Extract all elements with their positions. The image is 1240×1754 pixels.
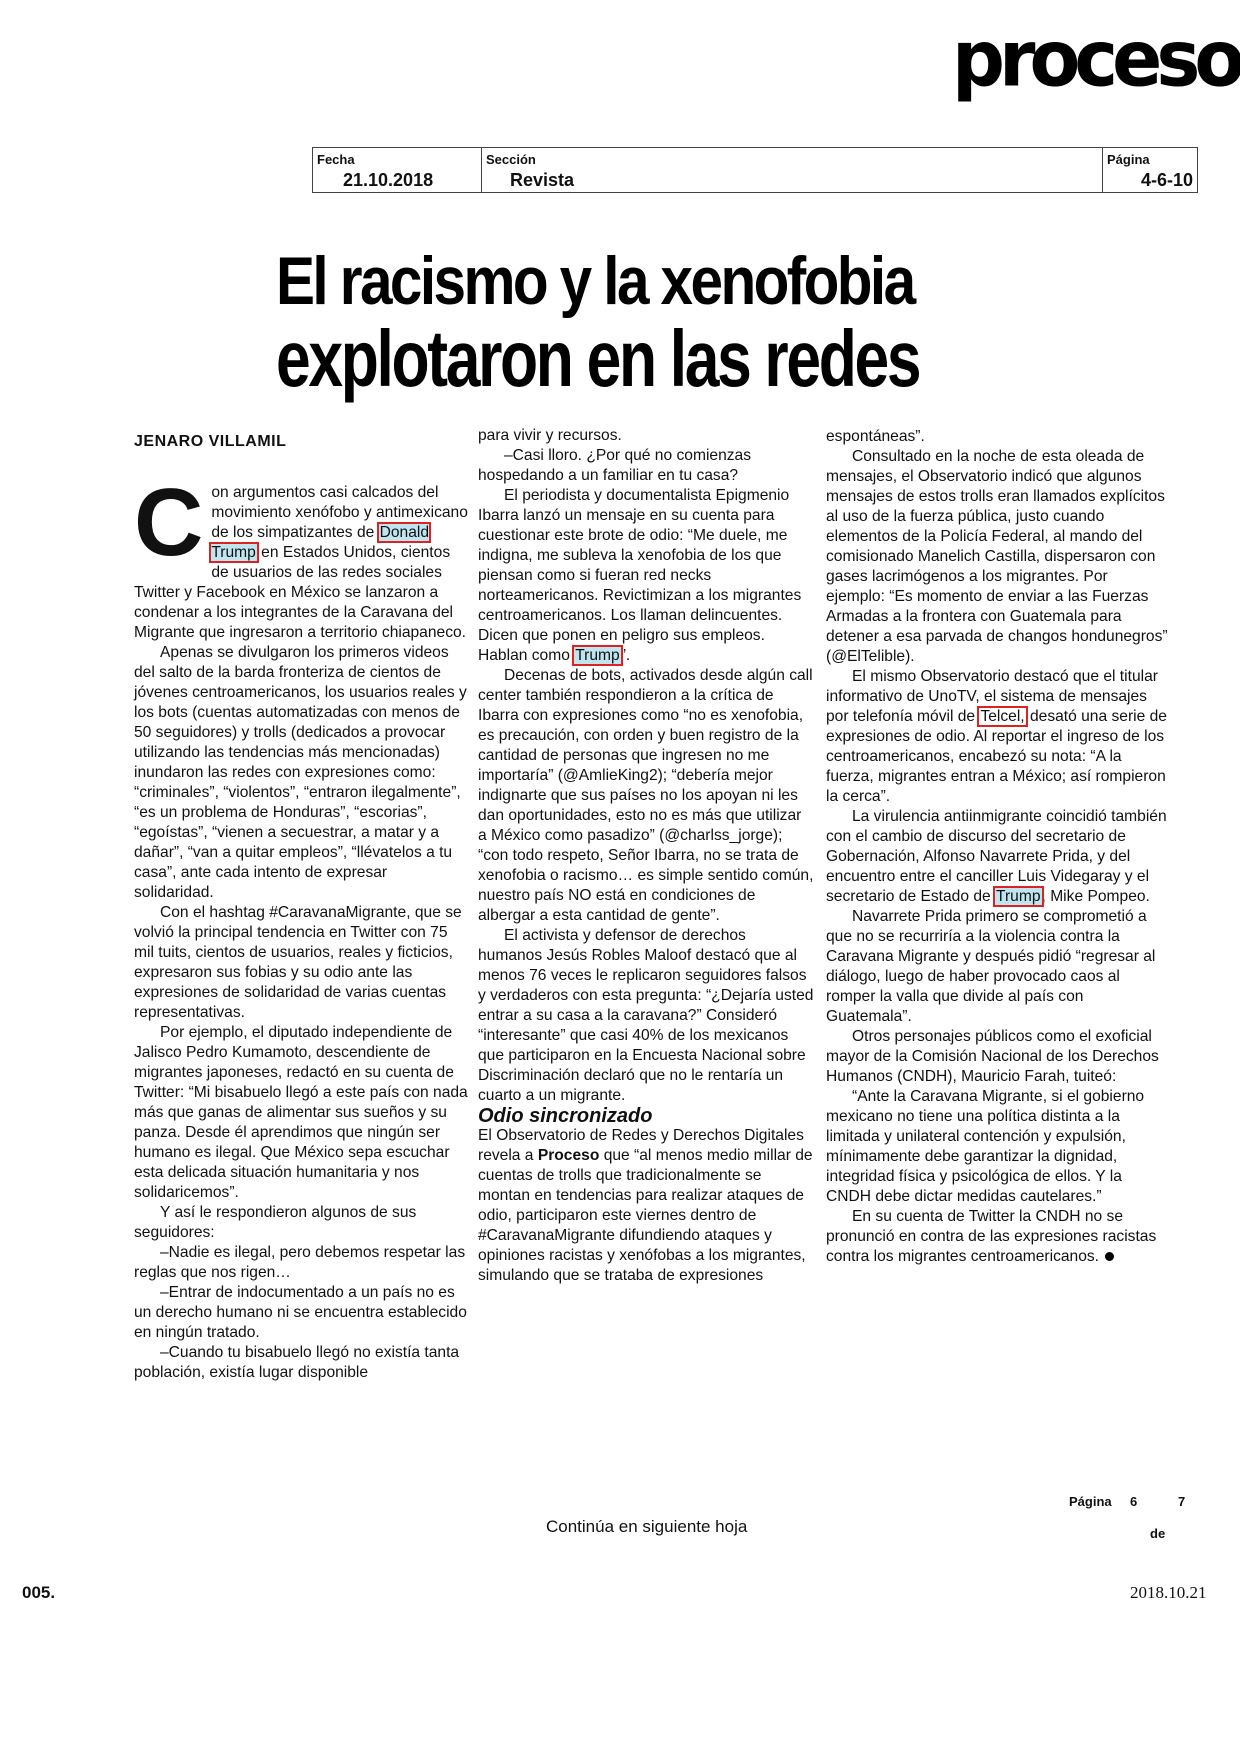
paragraph: En su cuenta de Twitter la CNDH no se pronunció en contra de las expresiones racistas contra los migrantes centroamericanos. xyxy=(826,1207,1168,1267)
column-middle xyxy=(478,426,814,1286)
paragraph: Consultado en la noche de esta oleada de mensajes, el Observatorio indicó que algunos mensajes de estos trolls eran llamados explícitos al uso de la fuerza pública, justo cuando elementos de la Policía Federal, al mando del comisionado Manelich Castilla, dispersaron con gases lacrimógenos a los migrantes. Por ejemplo: “Es momento de enviar a las Fuerzas Armadas a la frontera con Guatemala para detener a esa parvada de changos hondunegros” (@ElTelible). xyxy=(826,448,1168,665)
text-run: La virulencia antiinmigrante coincidió también con el cambio de discurso del secretario de Gobernación, Alfonso Navarrete Prida, y del encuentro entre el canciller Luis Videgaray y el secretario de Estado de xyxy=(826,808,1167,905)
paragraph: El activista y defensor de derechos humanos Jesús Robles Maloof destacó que al menos 76 veces le replicaron seguidores falsos y verdaderos con esta pregunta: “¿Dejaría usted entrar a su casa a la caravana?” Consideró “interesante” que casi 40% de los mexicanos que participaron en la Encuesta Nacional sobre Discriminación declaró que no le rentaría un cuarto a un migrante. xyxy=(478,927,814,1104)
paragraph: –Casi lloro. ¿Por qué no comienzas hospedando a un familiar en tu casa? xyxy=(478,447,752,484)
paragraph xyxy=(134,469,468,643)
document-code: 005. xyxy=(22,1583,56,1602)
title-line-1: El racismo y la xenofobia xyxy=(276,243,914,319)
paragraph xyxy=(478,486,814,666)
text-run: que “al menos medio millar de cuentas de trolls que tradicionalmente se montan en tendencias para realizar ataques de odio, participaron este viernes dentro de #CaravanaMigrante difundiendo ataques y opiniones racistas y xenófobas a los migrantes, simulando que se trataba de expresiones xyxy=(478,1147,813,1284)
seccion-label: Sección xyxy=(486,152,536,167)
footer-de-label: de xyxy=(1150,1526,1166,1541)
text-run: desató una serie de expresiones de odio. Al reportar el ingreso de los centroamericanos, encabezó su nota: “A la fuerza, migrantes entran a México; así rompieron la cerca”. xyxy=(826,708,1167,805)
paragraph xyxy=(826,807,1168,907)
pagina-cell xyxy=(1103,148,1197,192)
text-run: , Mike Pompeo. xyxy=(1041,888,1150,905)
text-run: on argumentos casi calcados del movimiento xenófobo y antimexicano de los simpatizantes de xyxy=(211,484,468,541)
paragraph: Otros personajes públicos como el exoficial mayor de la Comisión Nacional de los Derechos Humanos (CNDH), Mauricio Farah, tuiteó: xyxy=(826,1028,1159,1085)
drop-cap: C xyxy=(134,469,204,576)
footer-pagina-label: Página xyxy=(1069,1494,1112,1509)
paragraph: Y así le respondieron algunos de sus seguidores: xyxy=(134,1204,417,1241)
text-run: El mismo Observatorio destacó que el titular informativo de UnoTV, el sistema de mensajes por telefonía móvil de xyxy=(826,668,1158,725)
subheading: Odio sincronizado xyxy=(478,1105,653,1127)
paragraph: Apenas se divulgaron los primeros videos del salto de la barda fronteriza de cientos de jóvenes centroamericanos, los usuarios reales y los bots (cuentas automatizadas con menos de 50 seguidores) y trolls (dedicados a provocar utilizando las tendencias más mencionadas) inundaron las redes con expresiones como: “criminales”, “violentos”, “entraron ilegalmente”, “es un problema de Honduras”, “escorias”, “egoístas”, “vienen a secuestrar, a matar y a dañar”, “van a quitar empleos”, “llévatelos a tu casa”, ante cada intento de expresar solidaridad. xyxy=(134,644,467,901)
paragraph: Navarrete Prida primero se comprometió a que no se recurriría a la violencia contra la Caravana Migrante y después pidió “regresar al diálogo, luego de haber provocado caos al romper la valla que divide al país con Guatemala”. xyxy=(826,908,1156,1025)
column-left xyxy=(134,469,468,1383)
paragraph: Por ejemplo, el diputado independiente de Jalisco Pedro Kumamoto, descendiente de migrantes japoneses, redactó en su cuenta de Twitter: “Mi bisabuelo llegó a este país con nada más que ganas de alimentar sus sueños y su panza. Desde él aprendimos que ningún ser humano es ilegal. Que México sepa escuchar esta delicada situación humanitaria y nos solidaricemos”. xyxy=(134,1024,468,1201)
proceso-logo: proceso xyxy=(952,13,1240,105)
pagina-value: 4-6-10 xyxy=(1140,170,1193,190)
pagina-label: Página xyxy=(1107,152,1150,167)
text-run: El Observatorio de Redes y Derechos Digitales revela a xyxy=(478,1127,804,1164)
paragraph: –Entrar de indocumentado a un país no es un derecho humano ni se encuentra establecido en ningún tratado. xyxy=(134,1284,467,1341)
continues-note: Continúa en siguiente hoja xyxy=(546,1517,748,1536)
text-run: ”. xyxy=(620,647,631,664)
highlight-term: Trump xyxy=(575,647,620,664)
seccion-value: Revista xyxy=(510,170,575,190)
paragraph xyxy=(478,1126,814,1286)
seccion-cell xyxy=(482,148,1103,192)
paragraph: –Nadie es ilegal, pero debemos respetar las reglas que nos rigen… xyxy=(134,1244,466,1281)
footer-total-pages: 7 xyxy=(1178,1494,1186,1509)
paragraph: Con el hashtag #CaravanaMigrante, que se volvió la principal tendencia en Twitter con 75 mil tuits, cientos de usuarios, reales y ficticios, expresaron sus fobias y su odio ante las expresiones de solidaridad de varias cuentas representativas. xyxy=(134,904,462,1021)
text-run: El periodista y documentalista Epigmenio Ibarra lanzó un mensaje en su cuenta para cuestionar este brote de odio: “Me duele, me indigna, me subleva la xenofobia de los que piensan como si fueran red necks norteamericanos. Revictimizan a los migrantes centroamericanos. Los llaman delincuentes. Dicen que ponen en peligro sus empleos. Hablan como xyxy=(478,487,802,664)
fecha-label: Fecha xyxy=(317,152,355,167)
highlight-term: Donald Trump xyxy=(211,524,430,561)
column-right xyxy=(826,427,1168,1267)
paragraph xyxy=(826,667,1168,807)
paragraph: para vivir y recursos. xyxy=(478,427,622,444)
paragraph: Decenas de bots, activados desde algún call center también respondieron a la crítica de Ibarra con expresiones como “no es xenofobia, es precaución, con orden y buen registro de la cantidad de personas que ingresen no me importaría” (@AmlieKing2); “debería mejor indignarte que sus países no los apoyan ni les dan oportunidades, esto no es más que utilizar a México como pasadizo” (@charlss_jorge); “con todo respeto, Señor Ibarra, no se trata de xenofobia o racismo… es simple sentido común, nuestro país NO está en condiciones de albergar a esta cantidad de gente”. xyxy=(478,667,814,924)
byline: JENARO VILLAMIL xyxy=(134,433,287,450)
fecha-cell xyxy=(313,148,482,192)
paragraph: “Ante la Caravana Migrante, si el gobierno mexicano no tiene una política distinta a la limitada y unilateral contención y expulsión, mínimamente debe garantizar la dignidad, integridad física y psicológica de ellos. Y la CNDH debe dictar medidas cautelares.” xyxy=(826,1088,1145,1205)
bold-term: Proceso xyxy=(537,1147,600,1164)
highlight-term: Telcel, xyxy=(980,708,1025,725)
title-line-2: explotaron en las redes xyxy=(276,314,920,403)
paragraph: espontáneas”. xyxy=(826,428,925,445)
metadata-header xyxy=(312,147,1198,193)
fecha-value: 21.10.2018 xyxy=(343,170,434,190)
article-title xyxy=(276,243,976,403)
paragraph: –Cuando tu bisabuelo llegó no existía tanta población, existía lugar disponible xyxy=(134,1344,460,1381)
text-run: en Estados Unidos, cientos de usuarios de las redes sociales Twitter y Facebook en México se lanzaron a condenar a los integrantes de la Caravana del Migrante que ingresaron a territorio chiapaneco. xyxy=(134,544,466,641)
footer-page-number: 6 xyxy=(1130,1494,1138,1509)
highlight-term: Trump xyxy=(996,888,1041,905)
document-date: 2018.10.21 xyxy=(1130,1583,1207,1602)
